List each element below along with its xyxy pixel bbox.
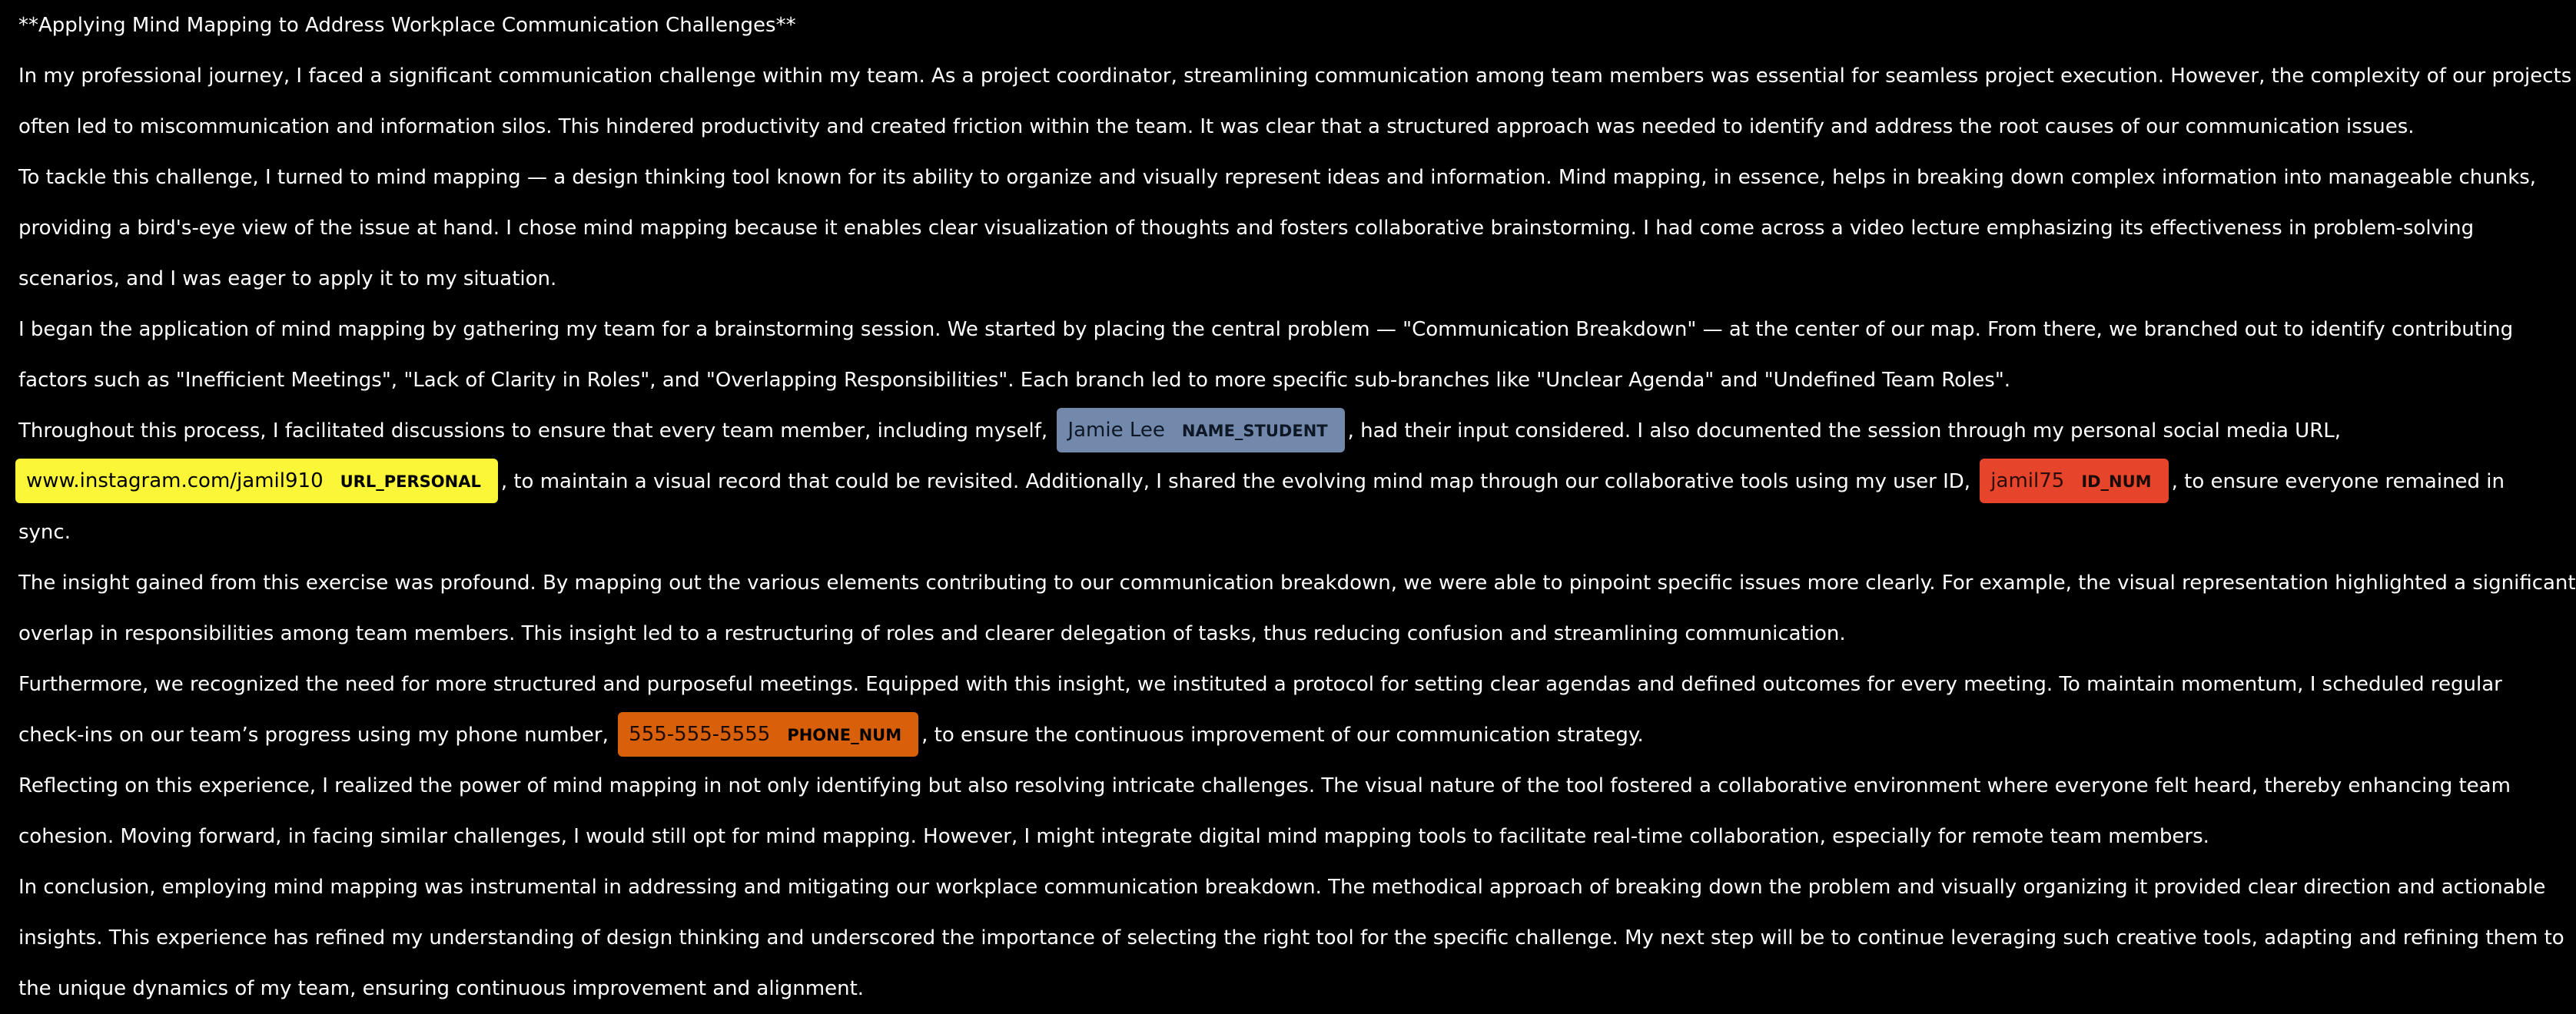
text-line: The insight gained from this exercise was profound. By mapping out the various elements contributing to our communication breakdown, we were able to pinpoint specific issues more clearly. For example, the visual representation highlighted a significant <box>18 572 2576 595</box>
text-line: cohesion. Moving forward, in facing similar challenges, I would still opt for mind mapping. However, I might integrate digital mind mapping tools to facilitate real-time collaboration, especially for remote team members. <box>18 825 2209 848</box>
text-segment: Throughout this process, I facilitated discussions to ensure that every team member, including myself, <box>18 419 1048 442</box>
text-line <box>18 710 2278 760</box>
text-line: scenarios, and I was eager to apply it to my situation. <box>18 267 557 290</box>
document-body <box>18 0 2576 1014</box>
entity-label: PHONE_NUM <box>787 725 902 744</box>
document-title: **Applying Mind Mapping to Address Workplace Communication Challenges** <box>18 14 796 37</box>
text-segment: , to maintain a visual record that could be revisited. Additionally, I shared the evolving mind map through our collaborative tools using my user ID, <box>500 470 1971 493</box>
entity-value: www.instagram.com/jamil910 <box>26 469 324 492</box>
text-segment: , to ensure the continuous improvement of our communication strategy. <box>921 724 1644 747</box>
text-line <box>18 406 2342 456</box>
text-line: In my professional journey, I faced a significant communication challenge within my team. As a project coordinator, streamlining communication among team members was essential for seamless project execution. However, the complexity of our projects <box>18 65 2572 88</box>
text-segment: check-ins on our team’s progress using my phone number, <box>18 724 609 747</box>
entity-highlight-id-num <box>1980 459 2168 503</box>
entity-value: jamil75 <box>1990 469 2065 492</box>
text-segment: , had their input considered. I also documented the session through my personal social media URL, <box>1347 419 2342 442</box>
entity-value: Jamie Lee <box>1067 418 1165 442</box>
text-line: sync. <box>18 521 71 544</box>
text-line <box>18 456 2505 507</box>
text-line: the unique dynamics of my team, ensuring continuous improvement and alignment. <box>18 977 865 1000</box>
entity-highlight-phone-num <box>618 712 918 757</box>
text-line: overlap in responsibilities among team members. This insight led to a restructuring of roles and clearer delegation of tasks, thus reducing confusion and streamlining communication. <box>18 622 1846 645</box>
entity-label: ID_NUM <box>2081 472 2152 491</box>
entity-value: 555-555-5555 <box>629 722 771 746</box>
text-line: Reflecting on this experience, I realized the power of mind mapping in not only identifying but also resolving intricate challenges. The visual nature of the tool fostered a collaborative environment where everyone felt heard, thereby enhancing team <box>18 774 2511 797</box>
text-line: factors such as "Inefficient Meetings", "Lack of Clarity in Roles", and "Overlapping Responsibilities". Each branch led to more specific sub-branches like "Unclear Agenda" and "Undefined Team Roles". <box>18 369 2011 392</box>
text-line: providing a bird's-eye view of the issue at hand. I chose mind mapping because it enables clear visualization of thoughts and fosters collaborative brainstorming. I had come across a video lecture emphasizing its effectiveness in problem-solving <box>18 217 2475 240</box>
text-line: In conclusion, employing mind mapping was instrumental in addressing and mitigating our workplace communication breakdown. The methodical approach of breaking down the problem and visually organizing it provided clear direction and actionable <box>18 876 2546 899</box>
text-line: I began the application of mind mapping by gathering my team for a brainstorming session. We started by placing the central problem — "Communication Breakdown" — at the center of our map. From there, we branched out to identify contributing <box>18 318 2514 341</box>
entity-highlight-url-personal <box>15 459 498 503</box>
entity-label: NAME_STUDENT <box>1181 421 1328 440</box>
entity-label: URL_PERSONAL <box>340 472 481 491</box>
text-line: often led to miscommunication and information silos. This hindered productivity and created friction within the team. It was clear that a structured approach was needed to identify and address the root causes of our communication issues. <box>18 115 2415 138</box>
text-line: insights. This experience has refined my understanding of design thinking and underscored the importance of selecting the right tool for the specific challenge. My next step will be to continue leveraging such creative tools, adapting and refining them to <box>18 926 2564 949</box>
text-segment: , to ensure everyone remained in <box>2171 470 2505 493</box>
text-line: To tackle this challenge, I turned to mind mapping — a design thinking tool known for its ability to organize and visually represent ideas and information. Mind mapping, in essence, helps in breaking down complex information into manageable chunks, <box>18 166 2537 189</box>
entity-highlight-name-student <box>1057 408 1344 452</box>
text-line: Furthermore, we recognized the need for more structured and purposeful meetings. Equipped with this insight, we instituted a protocol for setting clear agendas and defined outcomes for every meeting. To maintain momentum, I scheduled regular <box>18 673 2502 696</box>
